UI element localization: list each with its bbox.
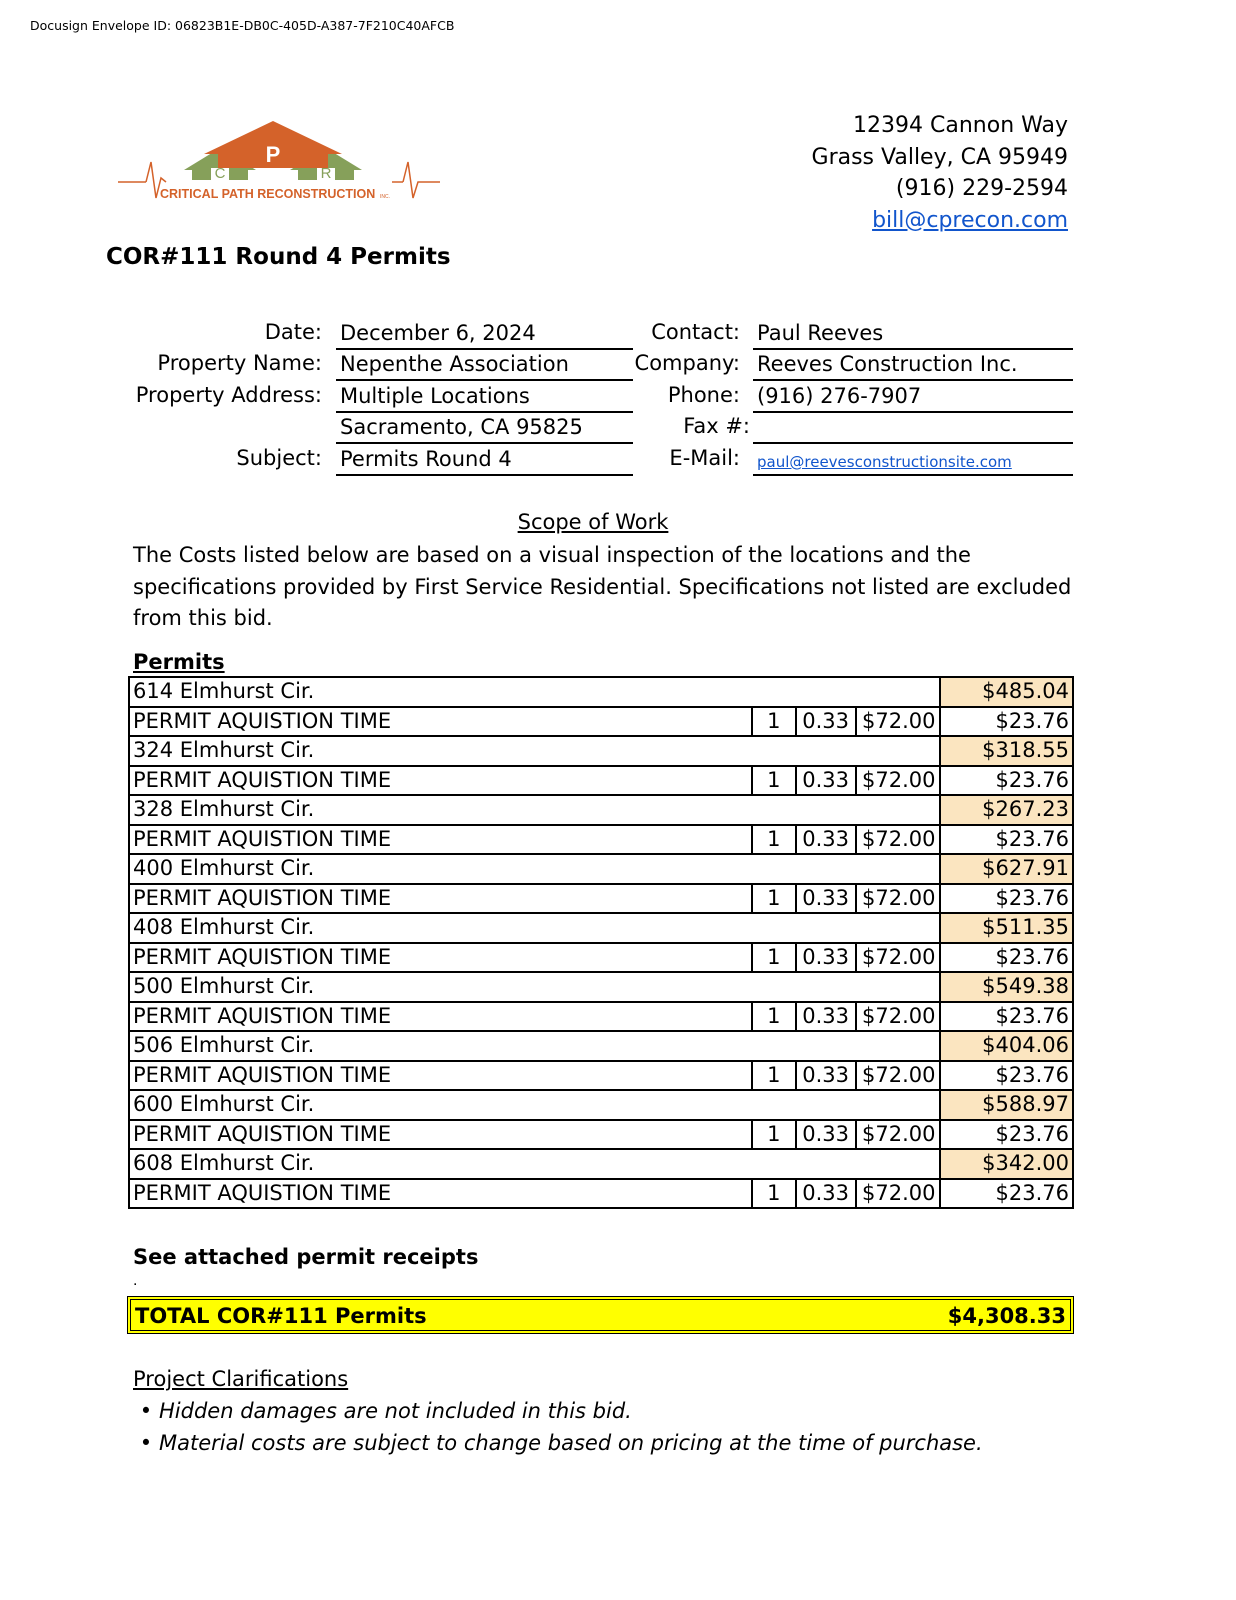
permits-table — [128, 676, 1074, 1209]
empty-cell — [752, 1149, 940, 1179]
location-name: 400 Elmhurst Cir. — [129, 854, 752, 884]
location-name: 324 Elmhurst Cir. — [129, 736, 752, 766]
date-label: Date: — [264, 320, 322, 344]
item-description: PERMIT AQUISTION TIME — [129, 1120, 752, 1150]
clarifications-heading: Project Clarifications — [133, 1367, 349, 1391]
permit-receipts-note: See attached permit receipts — [133, 1245, 479, 1269]
item-amount: $23.76 — [940, 1061, 1074, 1091]
item-hours: 0.33 — [796, 884, 856, 914]
item-rate: $72.00 — [856, 766, 940, 796]
email-label: E-Mail: — [669, 446, 740, 470]
property-address-line-1: Multiple Locations — [336, 381, 633, 413]
item-hours: 0.33 — [796, 1061, 856, 1091]
item-hours: 0.33 — [796, 766, 856, 796]
item-description: PERMIT AQUISTION TIME — [129, 825, 752, 855]
item-amount: $23.76 — [940, 825, 1074, 855]
phone-label: Phone: — [667, 383, 740, 407]
item-rate: $72.00 — [856, 884, 940, 914]
phone-value: (916) 276-7907 — [753, 381, 1073, 413]
property-name-label: Property Name: — [157, 351, 322, 375]
item-quantity: 1 — [752, 1179, 796, 1209]
company-logo — [118, 118, 440, 218]
item-rate: $72.00 — [856, 825, 940, 855]
item-hours: 0.33 — [796, 1120, 856, 1150]
logo-company-suffix: INC. — [380, 194, 390, 200]
line-item-row — [129, 1179, 1073, 1209]
item-description: PERMIT AQUISTION TIME — [129, 1179, 752, 1209]
permits-heading: Permits — [133, 650, 225, 674]
location-row — [129, 1149, 1073, 1179]
location-name: 506 Elmhurst Cir. — [129, 1031, 752, 1061]
property-name-value: Nepenthe Association — [336, 349, 633, 381]
logo-letter-r: R — [320, 165, 332, 182]
item-hours: 0.33 — [796, 943, 856, 973]
location-name: 500 Elmhurst Cir. — [129, 972, 752, 1002]
clarification-item: • Hidden damages are not included in this bid. — [133, 1396, 983, 1428]
address-street: 12394 Cannon Way — [853, 113, 1068, 138]
location-amount: $588.97 — [940, 1090, 1074, 1120]
company-label: Company: — [634, 351, 740, 375]
bullet: • — [139, 1430, 153, 1455]
item-amount: $23.76 — [940, 1002, 1074, 1032]
location-row — [129, 1090, 1073, 1120]
line-item-row — [129, 943, 1073, 973]
logo-company-name: CRITICAL PATH RECONSTRUCTION — [160, 187, 376, 201]
line-item-row — [129, 707, 1073, 737]
empty-cell — [752, 1031, 940, 1061]
document-title: COR#111 Round 4 Permits — [106, 244, 451, 270]
item-hours: 0.33 — [796, 825, 856, 855]
line-item-row — [129, 766, 1073, 796]
item-description: PERMIT AQUISTION TIME — [129, 1002, 752, 1032]
total-amount: $4,308.33 — [947, 1304, 1066, 1328]
location-row — [129, 1031, 1073, 1061]
line-item-row — [129, 1002, 1073, 1032]
item-amount: $23.76 — [940, 1179, 1074, 1209]
contact-label: Contact: — [651, 320, 740, 344]
item-description: PERMIT AQUISTION TIME — [129, 884, 752, 914]
location-row — [129, 854, 1073, 884]
location-row — [129, 972, 1073, 1002]
company-value: Reeves Construction Inc. — [753, 349, 1073, 381]
location-row — [129, 795, 1073, 825]
item-hours: 0.33 — [796, 707, 856, 737]
item-rate: $72.00 — [856, 707, 940, 737]
subject-value: Permits Round 4 — [336, 444, 633, 476]
envelope-id: Docusign Envelope ID: 06823B1E-DB0C-405D-A387-7F210C40AFCB — [30, 18, 455, 33]
line-item-row — [129, 1120, 1073, 1150]
item-rate: $72.00 — [856, 1120, 940, 1150]
location-name: 614 Elmhurst Cir. — [129, 677, 752, 707]
location-amount: $549.38 — [940, 972, 1074, 1002]
fax-value — [753, 412, 1073, 444]
date-value: December 6, 2024 — [336, 318, 633, 350]
item-quantity: 1 — [752, 1002, 796, 1032]
location-row — [129, 913, 1073, 943]
item-description: PERMIT AQUISTION TIME — [129, 943, 752, 973]
total-row — [127, 1296, 1074, 1334]
empty-cell — [752, 677, 940, 707]
empty-cell — [752, 972, 940, 1002]
location-row — [129, 677, 1073, 707]
company-email-link[interactable]: bill@cprecon.com — [872, 207, 1068, 233]
item-amount: $23.76 — [940, 1120, 1074, 1150]
line-item-row — [129, 884, 1073, 914]
contact-email-link[interactable]: paul@reevesconstructionsite.com — [757, 453, 1012, 471]
item-rate: $72.00 — [856, 1179, 940, 1209]
item-amount: $23.76 — [940, 943, 1074, 973]
logo-letter-p: P — [265, 142, 281, 167]
bullet: • — [139, 1399, 153, 1423]
subject-label: Subject: — [236, 446, 322, 470]
location-amount: $404.06 — [940, 1031, 1074, 1061]
contact-value: Paul Reeves — [753, 318, 1073, 350]
property-address-label: Property Address: — [135, 383, 322, 407]
item-quantity: 1 — [752, 943, 796, 973]
location-row — [129, 736, 1073, 766]
address-city: Grass Valley, CA 95949 — [811, 144, 1068, 170]
location-name: 600 Elmhurst Cir. — [129, 1090, 752, 1120]
location-name: 608 Elmhurst Cir. — [129, 1149, 752, 1179]
item-quantity: 1 — [752, 766, 796, 796]
item-description: PERMIT AQUISTION TIME — [129, 1061, 752, 1091]
address-phone: (916) 229-2594 — [895, 176, 1068, 201]
scope-text: The Costs listed below are based on a visual inspection of the locations and the specifications provided by First Service Residential. Specifications not listed are excluded from this bid. — [133, 543, 1072, 630]
item-hours: 0.33 — [796, 1002, 856, 1032]
note-dot: . — [133, 1272, 138, 1289]
item-rate: $72.00 — [856, 1061, 940, 1091]
item-amount: $23.76 — [940, 707, 1074, 737]
total-label: TOTAL COR#111 Permits — [135, 1304, 427, 1328]
scope-heading: Scope of Work — [517, 510, 669, 534]
item-rate: $72.00 — [856, 1002, 940, 1032]
location-amount: $267.23 — [940, 795, 1074, 825]
item-description: PERMIT AQUISTION TIME — [129, 766, 752, 796]
item-amount: $23.76 — [940, 766, 1074, 796]
location-amount: $627.91 — [940, 854, 1074, 884]
clarifications-list — [133, 1396, 983, 1459]
empty-cell — [752, 913, 940, 943]
item-rate: $72.00 — [856, 943, 940, 973]
line-item-row — [129, 1061, 1073, 1091]
line-item-row — [129, 825, 1073, 855]
company-address — [812, 110, 1068, 236]
item-quantity: 1 — [752, 707, 796, 737]
item-quantity: 1 — [752, 1061, 796, 1091]
location-amount: $485.04 — [940, 677, 1074, 707]
location-name: 328 Elmhurst Cir. — [129, 795, 752, 825]
item-hours: 0.33 — [796, 1179, 856, 1209]
item-amount: $23.76 — [940, 884, 1074, 914]
item-quantity: 1 — [752, 884, 796, 914]
property-address-line-2: Sacramento, CA 95825 — [336, 412, 633, 444]
empty-cell — [752, 736, 940, 766]
fax-label: Fax #: — [683, 414, 750, 438]
item-quantity: 1 — [752, 1120, 796, 1150]
item-quantity: 1 — [752, 825, 796, 855]
empty-cell — [752, 1090, 940, 1120]
item-description: PERMIT AQUISTION TIME — [129, 707, 752, 737]
empty-cell — [752, 795, 940, 825]
location-amount: $318.55 — [940, 736, 1074, 766]
location-name: 408 Elmhurst Cir. — [129, 913, 752, 943]
empty-cell — [752, 854, 940, 884]
location-amount: $342.00 — [940, 1149, 1074, 1179]
location-amount: $511.35 — [940, 913, 1074, 943]
logo-letter-c: C — [214, 165, 226, 182]
clarification-item: • Material costs are subject to change based on pricing at the time of purchase. — [133, 1428, 983, 1460]
